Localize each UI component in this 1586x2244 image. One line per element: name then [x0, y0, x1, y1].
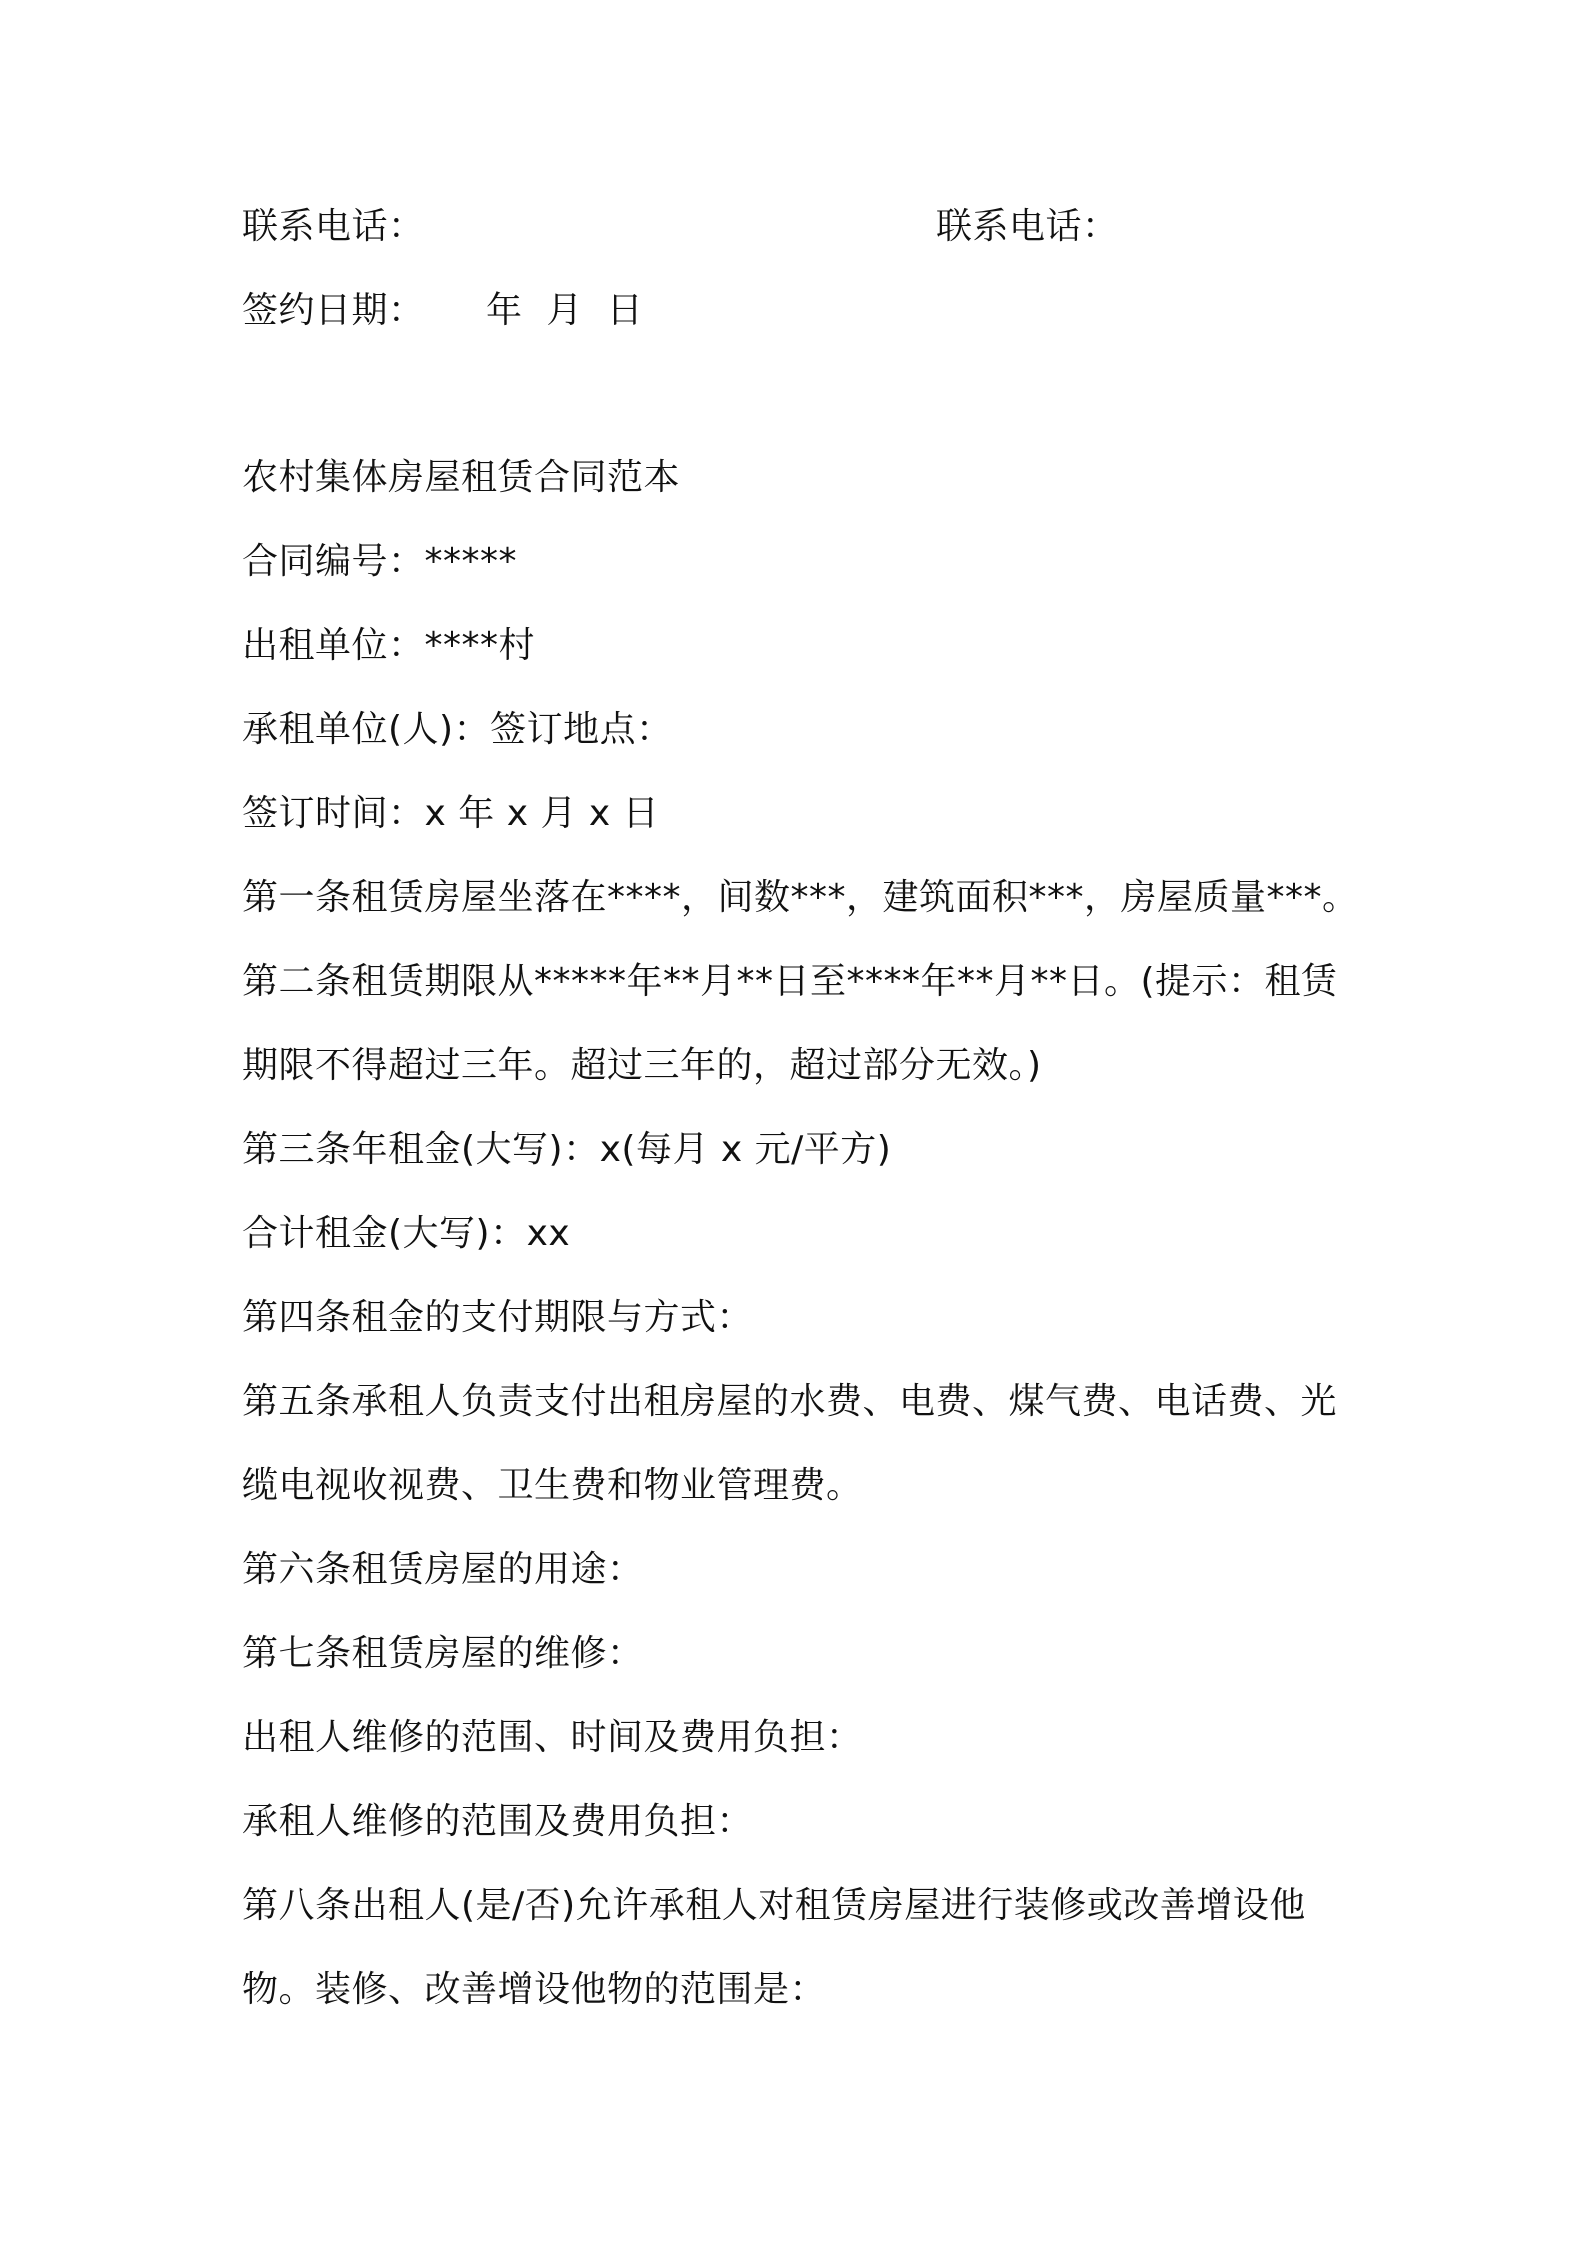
article-7-lessor-repair: 出租人维修的范围、时间及费用负担： [242, 1717, 863, 1758]
contact-left-label: 联系电话： [242, 206, 425, 247]
article-3: 第三条年租金(大写)：x(每月 x 元/平方) [242, 1129, 892, 1170]
contact-row [242, 203, 1119, 251]
article-5-line-1: 第五条承租人负责支付出租房屋的水费、电费、煤气费、电话费、光 [242, 1381, 1338, 1422]
contract-title: 农村集体房屋租赁合同范本 [242, 457, 681, 498]
contact-right-label: 联系电话： [936, 206, 1119, 247]
article-8-line-2: 物。装修、改善增设他物的范围是： [242, 1969, 827, 2010]
article-7: 第七条租赁房屋的维修： [242, 1633, 644, 1674]
sign-time: 签订时间：x 年 x 月 x 日 [242, 793, 660, 834]
article-4: 第四条租金的支付期限与方式： [242, 1297, 754, 1338]
contract-number: 合同编号：***** [242, 541, 518, 582]
article-2-line-2: 期限不得超过三年。超过三年的，超过部分无效。) [242, 1045, 1042, 1086]
article-8-line-1: 第八条出租人(是/否)允许承租人对租赁房屋进行装修或改善增设他 [242, 1885, 1306, 1926]
sign-date-value: 年 月 日 [486, 290, 644, 331]
article-1: 第一条租赁房屋坐落在****，间数***，建筑面积***，房屋质量***。 [242, 877, 1359, 918]
article-7-lessee-repair: 承租人维修的范围及费用负担： [242, 1801, 754, 1842]
lessee-and-place: 承租单位(人)：签订地点： [242, 709, 673, 750]
article-5-line-2: 缆电视收视费、卫生费和物业管理费。 [242, 1465, 863, 1506]
article-2-line-1: 第二条租赁期限从*****年**月**日至****年**月**日。(提示：租赁 [242, 961, 1338, 1002]
article-6: 第六条租赁房屋的用途： [242, 1549, 644, 1590]
sign-date-label: 签约日期： [242, 290, 425, 331]
lessor-unit: 出租单位：****村 [242, 625, 536, 666]
sign-date-row [242, 287, 644, 335]
total-rent: 合计租金(大写)：xx [242, 1213, 571, 1254]
